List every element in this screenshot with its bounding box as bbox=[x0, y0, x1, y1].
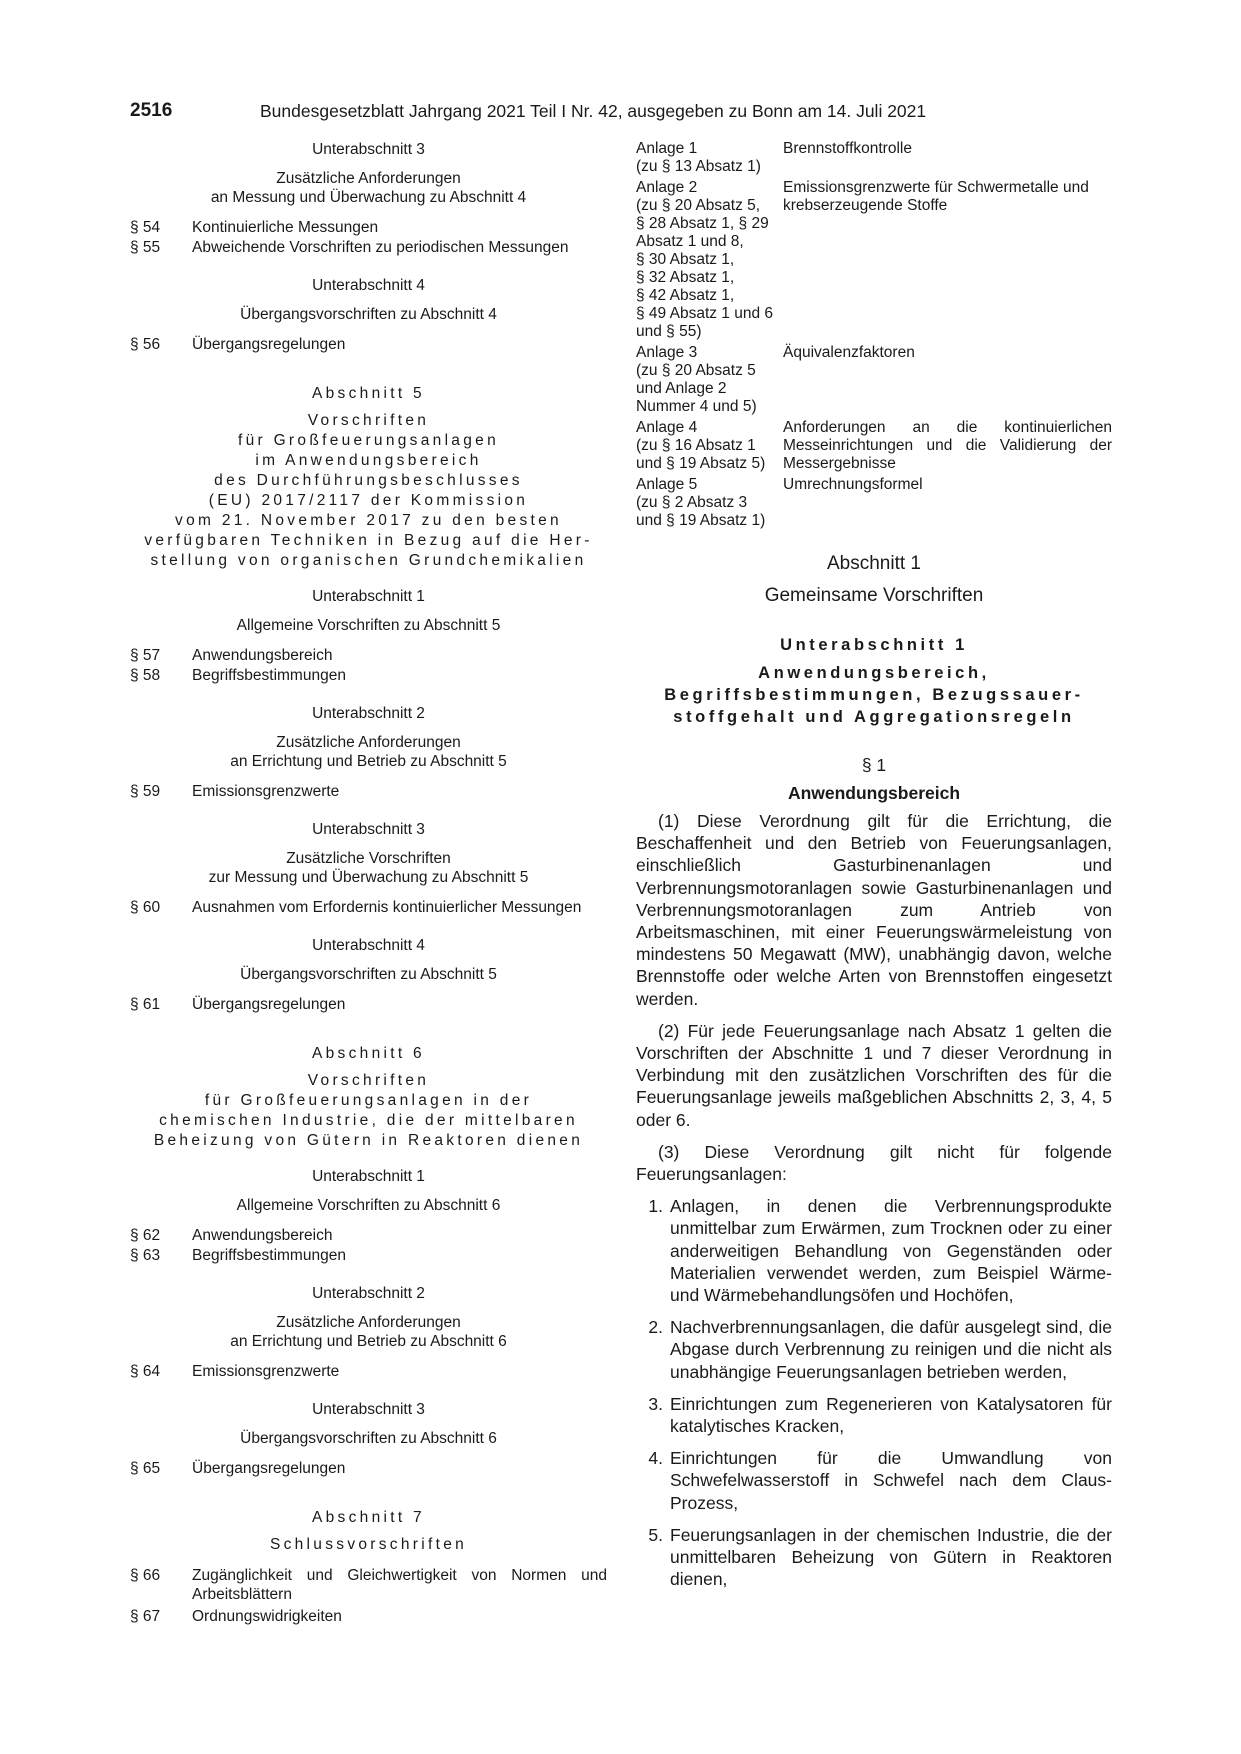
list-item bbox=[636, 1393, 1112, 1437]
toc-subheading: Zusätzliche Vorschriften bbox=[286, 850, 451, 867]
toc-entry-title: Übergangsregelungen bbox=[192, 336, 346, 353]
toc-group bbox=[130, 1362, 607, 1381]
toc-group bbox=[130, 995, 607, 1014]
toc-paragraph-number: § 66 bbox=[130, 1567, 161, 1584]
list-text: Anlagen, in denen die Verbrennungsprodukte unmittelbar zum Erwärmen, zum Trocknen oder zu einer anderweitigen Behandlung von Gegenständen oder Materialien verwendet werden, zum Beispiel Wärme- und Wärmebehandlungsöfen und Hochöfen, bbox=[670, 1196, 1112, 1306]
toc-paragraph-number: § 58 bbox=[130, 667, 161, 684]
toc-group bbox=[130, 1459, 607, 1478]
toc-entry bbox=[130, 1607, 607, 1626]
toc-abschnitt-title-line: Beheizung von Gütern in Reaktoren dienen bbox=[153, 1132, 584, 1149]
annex-ref-line: Anlage 5 bbox=[636, 476, 698, 493]
toc-subheading: Allgemeine Vorschriften zu Abschnitt 6 bbox=[236, 1197, 501, 1214]
annex-ref-line: und § 19 Absatz 5) bbox=[636, 455, 766, 472]
annex-ref-line: Anlage 2 bbox=[636, 179, 698, 196]
annex-reference bbox=[636, 140, 783, 176]
toc-paragraph-number: § 64 bbox=[130, 1363, 161, 1380]
toc-abschnitt-title-line: für Großfeuerungsanlagen in der bbox=[204, 1092, 533, 1109]
annex-reference bbox=[636, 179, 783, 341]
list-number: 3. bbox=[648, 1393, 663, 1414]
toc-entry bbox=[130, 646, 607, 665]
toc-subheading: an Errichtung und Betrieb zu Abschnitt 6 bbox=[230, 1333, 507, 1350]
annex-ref-line: und § 19 Absatz 1) bbox=[636, 512, 766, 529]
toc-subheading: Zusätzliche Anforderungen bbox=[276, 734, 461, 751]
annex-entry bbox=[636, 140, 1112, 176]
toc-abschnitt-title-line: Vorschriften bbox=[307, 1072, 430, 1089]
toc-subheading: Allgemeine Vorschriften zu Abschnitt 5 bbox=[236, 617, 501, 634]
toc-abschnitt-title-line: Vorschriften bbox=[307, 412, 430, 429]
toc-entry-title: Anwendungsbereich bbox=[192, 1227, 333, 1244]
list-number: 2. bbox=[648, 1317, 663, 1338]
toc-entry bbox=[130, 1459, 607, 1478]
list-item bbox=[636, 1195, 1112, 1306]
toc-entry bbox=[130, 1246, 607, 1265]
toc-entry-title: Ausnahmen vom Erfordernis kontinuierlicher Messungen bbox=[192, 899, 582, 916]
toc-group bbox=[130, 335, 607, 354]
paragraph-title: Anwendungsbereich bbox=[787, 783, 961, 803]
annex-ref-line: (zu § 13 Absatz 1) bbox=[636, 158, 761, 175]
annex-ref-line: § 32 Absatz 1, bbox=[636, 269, 735, 286]
toc-paragraph-number: § 57 bbox=[130, 647, 161, 664]
annex-ref-line: § 30 Absatz 1, bbox=[636, 251, 735, 268]
annex-ref-line: Anlage 3 bbox=[636, 344, 698, 361]
list-number: 1. bbox=[648, 1196, 663, 1217]
annex-ref-line: (zu § 2 Absatz 3 bbox=[636, 494, 748, 511]
toc-entry-title: Emissionsgrenzwerte bbox=[192, 1363, 340, 1380]
annex-ref-line: Nummer 4 und 5) bbox=[636, 398, 757, 415]
toc-paragraph-number: § 59 bbox=[130, 783, 161, 800]
list-number: 5. bbox=[648, 1524, 663, 1545]
toc-subheading: Übergangsvorschriften zu Abschnitt 5 bbox=[240, 966, 497, 983]
toc-entry-title: Emissionsgrenzwerte bbox=[192, 783, 340, 800]
toc-paragraph-number: § 55 bbox=[130, 239, 161, 256]
exclusion-list bbox=[636, 1195, 1112, 1590]
annex-entry bbox=[636, 419, 1112, 473]
toc-entry-title: Anwendungsbereich bbox=[192, 647, 333, 664]
toc-entry-title: Übergangsregelungen bbox=[192, 1460, 346, 1477]
toc-paragraph-number: § 60 bbox=[130, 899, 161, 916]
annex-entry bbox=[636, 476, 1112, 530]
body-paragraph: (2) Für jede Feuerungsanlage nach Absatz 1 gelten die Vorschriften der Abschnitte 1 und 7 dieser Verordnung in Verbindung mit den zusätzlichen Vorschriften des für die Feuerungsanlage jeweils maßgeblichen Abschnitts 2, 3, 4, 5 oder 6. bbox=[636, 1020, 1112, 1130]
toc-abschnitt-title-line: vom 21. November 2017 zu den besten bbox=[175, 512, 562, 529]
toc-subheading: Übergangsvorschriften zu Abschnitt 4 bbox=[240, 306, 497, 323]
section-title: Gemeinsame Vorschriften bbox=[764, 585, 984, 606]
toc-paragraph-number: § 63 bbox=[130, 1247, 161, 1264]
annex-ref-line: und Anlage 2 bbox=[636, 380, 727, 397]
subsection-title-line: Anwendungsbereich, bbox=[758, 664, 990, 682]
content-column bbox=[636, 140, 1112, 1601]
toc-group bbox=[130, 218, 607, 257]
list-item bbox=[636, 1524, 1112, 1591]
toc-entry-title: Ordnungswidrigkeiten bbox=[192, 1608, 342, 1625]
toc-entry-title: Begriffsbestimmungen bbox=[192, 1247, 346, 1264]
annex-ref-line: (zu § 20 Absatz 5, bbox=[636, 197, 761, 214]
toc-subheading: an Messung und Überwachung zu Abschnitt 4 bbox=[210, 189, 527, 206]
toc-entry bbox=[130, 218, 607, 237]
toc-abschnitt-title-line: für Großfeuerungsanlagen bbox=[237, 432, 499, 449]
annex-ref-line: Absatz 1 und 8, bbox=[636, 233, 744, 250]
annex-ref-line: Anlage 1 bbox=[636, 140, 698, 157]
toc-heading-unterabschnitt: Unterabschnitt 4 bbox=[312, 937, 425, 954]
running-head: Bundesgesetzblatt Jahrgang 2021 Teil I Nr. 42, ausgegeben zu Bonn am 14. Juli 2021 bbox=[260, 101, 927, 121]
annex-ref-line: § 28 Absatz 1, § 29 bbox=[636, 215, 769, 232]
annex-ref-line: (zu § 16 Absatz 1 bbox=[636, 437, 756, 454]
toc-heading-abschnitt: Abschnitt 5 bbox=[312, 385, 425, 402]
list-text: Feuerungsanlagen in der chemischen Industrie, die der unmittelbaren Beheizung von Gütern in Reaktoren dienen, bbox=[670, 1524, 1112, 1590]
annex-title: Äquivalenzfaktoren bbox=[783, 344, 915, 361]
list-text: Einrichtungen zum Regenerieren von Katalysatoren für katalytisches Kracken, bbox=[670, 1393, 1112, 1437]
toc-subheading: an Errichtung und Betrieb zu Abschnitt 5 bbox=[230, 753, 507, 770]
toc-entry-title: Begriffsbestimmungen bbox=[192, 667, 346, 684]
annex-title: Umrechnungsformel bbox=[783, 476, 923, 493]
toc-paragraph-number: § 62 bbox=[130, 1227, 161, 1244]
toc-entry-title: Übergangsregelungen bbox=[192, 996, 346, 1013]
annex-title: Brennstoffkontrolle bbox=[783, 140, 912, 157]
annex-entry bbox=[636, 344, 1112, 416]
toc-abschnitt-title-line: chemischen Industrie, die der mittelbaren bbox=[159, 1112, 578, 1129]
toc-heading-unterabschnitt: Unterabschnitt 3 bbox=[312, 141, 425, 158]
toc-abschnitt-title-line: im Anwendungsbereich bbox=[255, 452, 482, 469]
body-paragraph: (1) Diese Verordnung gilt für die Errichtung, die Beschaffenheit und den Betrieb von Feuerungsanlagen, einschließlich Gasturbinenanlagen und Verbrennungsmotoranlagen sowie Gasturbinenanlagen und Verbrennungsmotoranlagen zum Antrieb von Arbeitsmaschinen, mit einer Feuerungswärmeleistung von mindestens 50 Megawatt (MW), unabhängig davon, welche Brennstoffe oder welche Arten von Brennstoffen eingesetzt werden. bbox=[636, 811, 1112, 1009]
annex-title: Emissionsgrenzwerte für Schwermetalle und krebserzeugende Stoffe bbox=[783, 179, 1089, 214]
toc-entry-title: Abweichende Vorschriften zu periodischen Messungen bbox=[192, 239, 569, 256]
toc-entry-title: Kontinuierliche Messungen bbox=[192, 219, 379, 236]
toc-entry bbox=[130, 1566, 607, 1604]
toc-abschnitt-title-line: des Durchführungsbeschlusses bbox=[214, 472, 523, 489]
toc-group bbox=[130, 782, 607, 801]
annex-title: Anforderungen an die kontinuierlichen Messeinrichtungen und die Validierung der Messergebnisse bbox=[783, 419, 1112, 472]
toc-entry bbox=[130, 335, 607, 354]
toc-paragraph-number: § 56 bbox=[130, 336, 161, 353]
paragraph-number: § 1 bbox=[861, 755, 887, 775]
toc-entry bbox=[130, 1226, 607, 1245]
toc-subheading: Zusätzliche Anforderungen bbox=[276, 170, 461, 187]
annex-reference bbox=[636, 419, 783, 473]
toc-subheading: Zusätzliche Anforderungen bbox=[276, 1314, 461, 1331]
toc-heading-unterabschnitt: Unterabschnitt 3 bbox=[312, 821, 425, 838]
toc-group bbox=[130, 1226, 607, 1265]
annex-ref-line: (zu § 20 Absatz 5 bbox=[636, 362, 756, 379]
toc-heading-unterabschnitt: Unterabschnitt 1 bbox=[312, 1168, 425, 1185]
toc-group bbox=[130, 646, 607, 685]
section-heading: Abschnitt 1 bbox=[827, 553, 921, 574]
toc-abschnitt-title-line: verfügbaren Techniken in Bezug auf die Her- bbox=[144, 532, 593, 549]
toc-heading-unterabschnitt: Unterabschnitt 2 bbox=[312, 1285, 425, 1302]
toc-paragraph-number: § 65 bbox=[130, 1460, 161, 1477]
toc-entry bbox=[130, 782, 607, 801]
toc-heading-unterabschnitt: Unterabschnitt 3 bbox=[312, 1401, 425, 1418]
toc-entry bbox=[130, 238, 607, 257]
list-item bbox=[636, 1316, 1112, 1383]
toc-heading-unterabschnitt: Unterabschnitt 2 bbox=[312, 705, 425, 722]
toc-entry bbox=[130, 1362, 607, 1381]
toc-abschnitt-title-line: stellung von organischen Grundchemikalien bbox=[150, 552, 587, 569]
toc-group bbox=[130, 898, 607, 917]
annex-ref-line: § 42 Absatz 1, bbox=[636, 287, 735, 304]
list-number: 4. bbox=[648, 1448, 663, 1469]
toc-heading-unterabschnitt: Unterabschnitt 4 bbox=[312, 277, 425, 294]
toc-paragraph-number: § 67 bbox=[130, 1608, 161, 1625]
annex-entry bbox=[636, 179, 1112, 341]
annex-ref-line: Anlage 4 bbox=[636, 419, 698, 436]
annex-reference bbox=[636, 476, 783, 530]
toc-abschnitt-title-line: (EU) 2017/2117 der Kommission bbox=[208, 492, 529, 509]
page-number: 2516 bbox=[130, 100, 173, 121]
toc-abschnitt-title-line: Schlussvorschriften bbox=[269, 1536, 468, 1553]
toc-subheading: zur Messung und Überwachung zu Abschnitt 5 bbox=[208, 869, 529, 886]
annex-reference bbox=[636, 344, 783, 416]
toc-subheading: Übergangsvorschriften zu Abschnitt 6 bbox=[240, 1430, 497, 1447]
toc-entry-title: Zugänglichkeit und Gleichwertigkeit von Normen und Arbeitsblättern bbox=[192, 1567, 607, 1603]
subsection-title-line: stoffgehalt und Aggregationsregeln bbox=[673, 708, 1075, 726]
toc-heading-abschnitt: Abschnitt 6 bbox=[312, 1045, 425, 1062]
toc-heading-abschnitt: Abschnitt 7 bbox=[312, 1509, 425, 1526]
annex-ref-line: § 49 Absatz 1 und 6 bbox=[636, 305, 774, 322]
toc-entry bbox=[130, 995, 607, 1014]
toc-column bbox=[130, 140, 607, 1626]
toc-entry bbox=[130, 898, 607, 917]
list-text: Nachverbrennungsanlagen, die dafür ausgelegt sind, die Abgase durch Verbrennung zu reinigen und die nicht als unabhängige Feuerungsanlagen betrieben werden, bbox=[670, 1317, 1112, 1382]
toc-paragraph-number: § 61 bbox=[130, 996, 161, 1013]
annex-list bbox=[636, 140, 1112, 530]
list-item bbox=[636, 1447, 1112, 1514]
subsection-title-line: Begriffsbestimmungen, Bezugssauer- bbox=[664, 686, 1084, 704]
toc-entry bbox=[130, 666, 607, 685]
subsection-heading: Unterabschnitt 1 bbox=[780, 636, 968, 654]
toc-paragraph-number: § 54 bbox=[130, 219, 161, 236]
annex-ref-line: und § 55) bbox=[636, 323, 702, 340]
page-header bbox=[130, 100, 1110, 130]
list-text: Einrichtungen für die Umwandlung von Schwefelwasserstoff in Schwefel nach dem Claus-Prozess, bbox=[670, 1448, 1112, 1513]
body-paragraph: (3) Diese Verordnung gilt nicht für folgende Feuerungsanlagen: bbox=[636, 1141, 1112, 1185]
toc-heading-unterabschnitt: Unterabschnitt 1 bbox=[312, 588, 425, 605]
toc-group bbox=[130, 1566, 607, 1626]
